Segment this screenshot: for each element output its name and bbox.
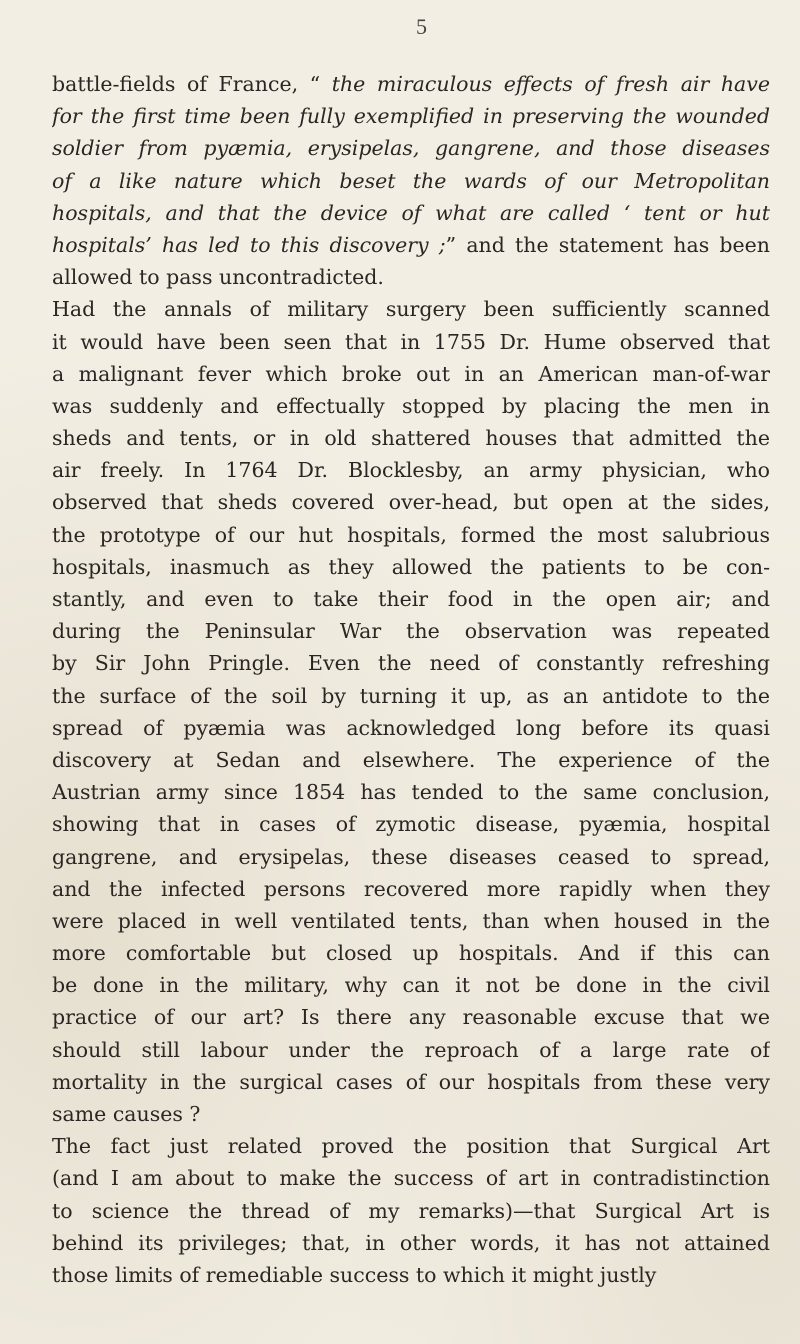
text-line	[52, 519, 770, 551]
text-line	[52, 454, 770, 486]
text-segment: be done in the military, why can it not be done in the civil	[52, 973, 770, 998]
text-line	[52, 100, 770, 132]
text-line	[52, 326, 770, 358]
text-segment: spread of pyæmia was acknowledged long before its quasi	[52, 715, 770, 740]
text-line	[52, 1066, 770, 1098]
text-line	[52, 841, 770, 873]
text-segment: those limits of remediable success to which it might justly	[52, 1262, 657, 1287]
text-line	[52, 486, 770, 518]
text-line	[52, 680, 770, 712]
text-line	[52, 229, 770, 261]
text-segment: Austrian army since 1854 has tended to the same conclusion,	[52, 780, 770, 805]
italic-text-segment: the miraculous effects of fresh air have	[331, 72, 770, 96]
text-segment: showing that in cases of zymotic disease, pyæmia, hospital	[52, 812, 770, 837]
text-segment: practice of our art? Is there any reasonable excuse that we	[52, 1005, 770, 1030]
italic-text-segment: of a like nature which beset the wards of our Metropolitan	[52, 168, 770, 193]
text-line	[52, 808, 770, 840]
text-segment: stantly, and even to take their food in the open air; and	[52, 587, 770, 611]
text-line	[52, 390, 770, 422]
text-line	[52, 969, 770, 1001]
text-segment: to science the thread of my remarks)—that Surgical Art is	[52, 1198, 770, 1223]
text-line	[52, 1227, 770, 1259]
text-line	[52, 165, 770, 197]
italic-text-segment: hospitals, and that the device of what are called ‘ tent or hut	[52, 200, 770, 225]
text-segment: the surface of the soil by turning it up, as an antidote to the	[52, 683, 770, 708]
text-segment: hospitals, inasmuch as they allowed the patients to be con-	[52, 554, 770, 579]
text-line	[52, 68, 770, 100]
text-segment: a malignant fever which broke out in an American man-of-war	[52, 361, 770, 386]
text-line	[52, 937, 770, 969]
text-line	[52, 197, 770, 229]
text-line	[52, 744, 770, 776]
text-segment: battle-fields of France, “	[52, 72, 332, 96]
text-segment: more comfortable but closed up hospitals. And if this can	[52, 941, 770, 966]
text-segment: sheds and tents, or in old shattered houses that admitted the	[52, 426, 770, 451]
text-segment: should still labour under the reproach of a large rate of	[52, 1037, 770, 1062]
text-segment: was suddenly and effectually stopped by placing the men in	[52, 393, 770, 418]
text-line	[52, 712, 770, 744]
text-line	[52, 873, 770, 905]
text-segment: allowed to pass uncontradicted.	[52, 265, 384, 290]
text-line	[52, 551, 770, 583]
text-segment: (and I am about to make the success of art in contradistinction	[52, 1166, 770, 1191]
text-line	[52, 615, 770, 647]
text-segment: mortality in the surgical cases of our hospitals from these very	[52, 1069, 770, 1094]
text-line	[52, 1259, 770, 1291]
text-line	[52, 583, 770, 615]
text-segment: it would have been seen that in 1755 Dr. Hume observed that	[52, 329, 770, 354]
text-segment: discovery at Sedan and elsewhere. The experience of the	[52, 747, 770, 772]
text-segment: gangrene, and erysipelas, these diseases ceased to spread,	[52, 844, 770, 869]
italic-text-segment: hospitals’ has led to this discovery ;	[52, 232, 446, 257]
text-line	[52, 422, 770, 454]
text-line	[52, 358, 770, 390]
text-line	[52, 776, 770, 808]
text-segment: the prototype of our hut hospitals, formed the most salubrious	[52, 522, 770, 547]
text-line	[52, 905, 770, 937]
italic-text-segment: for the first time been fully exemplified in preserving the wounded	[52, 104, 770, 129]
text-line	[52, 132, 770, 164]
text-segment: observed that sheds covered over-head, but open at the sides,	[52, 490, 770, 515]
text-line	[52, 1130, 770, 1162]
page-number: 5	[416, 14, 427, 39]
italic-text-segment: soldier from pyæmia, erysipelas, gangrene, and those diseases	[52, 136, 770, 161]
text-segment: air freely. In 1764 Dr. Blocklesby, an army physician, who	[52, 458, 770, 483]
text-line	[52, 1162, 770, 1194]
body-text	[52, 68, 770, 1291]
text-segment: Had the annals of military surgery been sufficiently scanned	[52, 297, 770, 322]
text-segment: were placed in well ventilated tents, than when housed in the	[52, 908, 770, 933]
text-segment: same causes ?	[52, 1102, 201, 1126]
text-segment: by Sir John Pringle. Even the need of constantly refreshing	[52, 651, 770, 676]
text-segment: behind its privileges; that, in other words, it has not attained	[52, 1230, 770, 1255]
text-segment: during the Peninsular War the observation was repeated	[52, 619, 770, 644]
text-line	[52, 1001, 770, 1033]
text-line	[52, 1034, 770, 1066]
text-line	[52, 261, 770, 293]
text-segment: and the infected persons recovered more rapidly when they	[52, 876, 770, 901]
text-line	[52, 293, 770, 325]
text-line	[52, 1195, 770, 1227]
text-segment: ” and the statement has been	[445, 232, 770, 257]
text-line	[52, 647, 770, 679]
text-line	[52, 1098, 770, 1130]
text-segment: The fact just related proved the position that Surgical Art	[52, 1134, 770, 1159]
